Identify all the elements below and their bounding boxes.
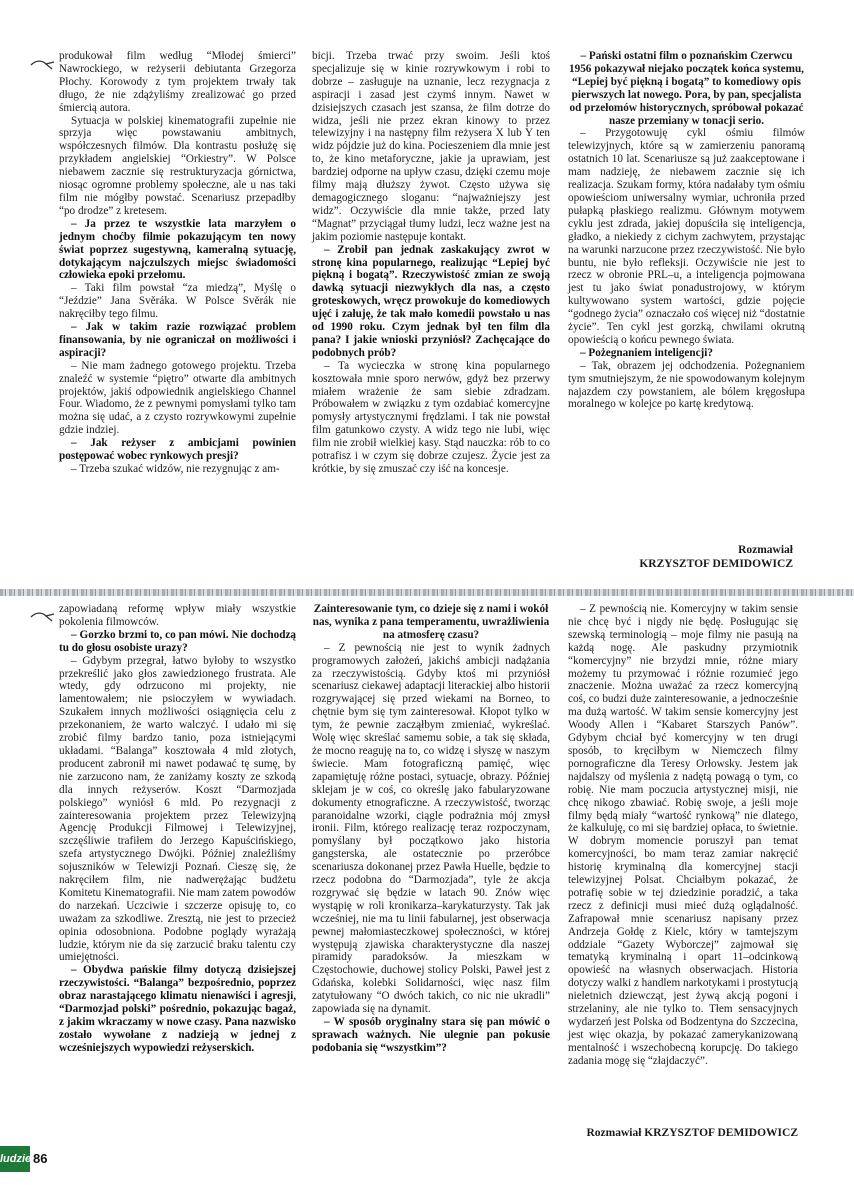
interview-question: – Pański ostatni film o poznańskim Czerwcu 1956 pokazywał niejako początek końca systemu, “Lepiej być piękną i bogatą” to komediowy opis pierwszych lat nowego. Pora, by pan, specjalista od przełomów historycznych, spróbował pokazać nasze przemiany w tonacji serio. xyxy=(569,50,804,127)
paragraph: – Z pewnością nie jest to wynik żadnych programowych założeń, jakichś ambicji nadążania za rzeczywistością. Gdyby ktoś mi przyniósł scenariusz ciekawej adaptacji literackiej albo historii rozgrywającej się przed wiekami na Borneo, to chętnie bym się tym zainteresował. Kłopot tylko w tym, że pewnie zacząłbym zmieniać, wykreślać. Wolę więc skreślać samemu sobie, a tak się składa, że mocno reaguję na to, co widzę i słyszę w naszym świecie. Mam fotograficzną pamięć, więc zapamiętuję różne postaci, sytuacje, obrazy. Później sklejam je w coś, co określę jako fabularyzowane dokumenty etnograficzne. A rzeczywistość, tworząc paranoidalne wzorki, ciągle podrażnia mój zmysł ironii. Film, którego realizację teraz rozpoczynam, pomyślany był początkowo jako historia gangsterska, ale ostatecznie po przeróbce scenariusza dokonanej przez Pawła Huelle, będzie to rzecz podobna do “Darmozjada”, tyle że akcja rozgrywać się będzie w latach 90. Znów więc wystąpię w roli kronikarza–karykaturzysty. Tak jak wcześniej, nie ma tu linii fabularnej, jest obserwacja pewnej małomiasteczkowej społeczności, w której występują zjawiska charakterystyczne dla naszej piramidy paradoksów. Ja mieszkam w Częstochowie, duchowej stolicy Polski, Paweł jest z Gdańska, kolebki Solidarności, więc nasz film zatytułowany “O dwóch takich, co nic nie ukradli” zapowiada się na dynamit. xyxy=(312,641,550,1016)
paragraph: – Z pewnością nie. Komercyjny w takim sensie nie chcę być i nigdy nie będę. Posługując się szewską terminologią – moje filmy nie pasują na każdą nogę. Ale paskudny przymiotnik “komercyjny” nie brzydzi mnie, różne miary możemy tu przymować i różnie rozumieć jego znaczenie. Można uważać za rzecz komercyjną coś, co budzi duże zainteresowanie, a jednocześnie ma dużą wartość. W takim sensie komercyjny jest Woody Allen i “Kabaret Starszych Panów”. Gdybym chciał być komercyjny w ten drugi sposób, to kręciłbym w Niemczech filmy pornograficzne dla Teresy Orłowsky. Jestem jak najdalszy od myślenia z nadętą powagą o tym, co robię. Nie mam poczucia artystycznej misji, nie chcę nikogo zbawiać. Robię swoje, a jeśli moje filmy będą miały “wartość rynkową” nie dlatego, że kalkuluję, co mi się bardziej opłaca, to świetnie. W dobrym momencie poruszył pan temat komercyjności, bo mam teraz zamiar nakręcić historię kryminalną dla komercyjnej stacji telewizyjnej Polsat. Chciałbym pokazać, że potrafię sobie w tej dziedzinie poradzić, a taka rzecz z definicji musi mieć dużą oglądalność. Zafrapował mnie scenariusz napisany przez Andrzeja Gołdę z Kielc, który w tamtejszym oddziale “Gazety Wyborczej” zajmował się tematyką kryminalną i opart 11–odcinkową opowieść na własnych obserwacjach. Historia dotyczy walki z handlem narkotykami i prostytucją nieletnich dziewcząt, jest żywą akcją pogoni i strzelaniny, ale nie tylko to. Tłem sensacyjnych wydarzeń jest Polska od Bodzentyna do Szczecina, jest więc okazja, by pokazać zamerykanizowaną mentalność i wszechobecną korupcję. Do takiego zadania mogę się “złajdaczyć”. xyxy=(568,603,798,1067)
interview-question: – Pożegnaniem inteligencji? xyxy=(580,346,713,359)
paragraph: – Przygotowuję cykl ośmiu filmów telewizyjnych, które są w zamierzeniu panoramą ostatnich 10 lat. Scenariusze są już zaakceptowane i mam nadzieję, że niebawem zacznie się ich realizacja. Szukam formy, która nadałaby tym ośmiu opowieściom uniwersalny wymiar, uchroniła przed pułapką płaskiego realizmu. Głównym motywem cyklu jest zdrada, jakiej dopuściła się inteligencja, gładko, a niekiedy z cichym zachwytem, przystając na warunki narzucone przez rzeczywistość. Nie było buntu, nie było refleksji. Oczywiście nie jest to rzecz w obronie PRL–u, a inteligencja pojmowana jest tu jako świat ponadustrojowy, w którym kultywowano system wartości, gdzie pojęcie “godnego życia” oznaczało coś więcej niż “dostatnie życie”. Ten cykl jest gorzką, chwilami okrutną opowieścią o końcu pewnego świata. xyxy=(568,127,805,346)
paragraph: Sytuacja w polskiej kinematografii zupełnie nie sprzyja więc powstawaniu ambitnych, współczesnych filmów. Dla kontrastu posłużę się przykładem angielskiej “Orkiestry”. W Polsce niebawem zacznie się restrukturyzacja górnictwa, niosąc ogromne problemy społeczne, ale u nas taki film nie mógłby powstać. Scenariusz przepadłby “po drodze” z kretesem. xyxy=(59,114,296,217)
article-bottom-column-3 xyxy=(568,603,798,1068)
page-number: 86 xyxy=(33,1151,48,1166)
interview-question: – W sposób oryginalny stara się pan mówić o sprawach ważnych. Nie ulegnie pan pokusie podobania się “wszystkim”? xyxy=(312,1016,550,1054)
signature-label: Rozmawiał xyxy=(738,544,793,556)
paragraph: zapowiadaną reformę wpływ miały wszystkie pokolenia filmowców. xyxy=(59,603,296,628)
paragraph: – Tak, obrazem jej odchodzenia. Pożegnaniem tym smutniejszym, że nie spowodowanym kolejnym najazdem czy powstaniem, ale bólem kręgosłupa moralnego w kolejce po kartę kredytową. xyxy=(568,359,805,411)
paragraph: – Ta wycieczka w stronę kina popularnego kosztowała mnie sporo nerwów, gdyż bez przerwy miałem wrażenie że sam siebie zdradzam. Próbowałem w związku z tym ozdabiać komercyjne pomysły artystycznymi frędzlami. I tak nie powstał film gatunkowo czysty. A widz tego nie lubi, więc film nie zrobił wielkiej kasy. Stąd nauczka: rób to co potrafisz i w czym się dobrze czujesz. Życie jest za krótkie, by się zmuszać czy iść na koncesje. xyxy=(312,359,550,475)
paragraph: bicji. Trzeba trwać przy swoim. Jeśli ktoś specjalizuje się w kinie rozrywkowym i robi to dobrze – zasługuje na uznanie, lecz rezygnacja z aspiracji i zasad jest czymś innym. Nawet w dzisiejszych czasach jest szansa, że film dotrze do widza, jeśli nie przez ekran kinowy to przez telewizyjny i na następny film reżysera X lub Y ten widz pójdzie już do kina. Pocieszeniem dla mnie jest to, że kino metaforyczne, jakie ja uprawiam, jest bardziej odporne na upływ czasu, dzięki czemu moje filmy mają dłuższy żywot. Często używa się demagogicznego sloganu: “najważniejszy jest widz”. Oczywiście dla mnie także, przed laty “Magnat” przyciągał tłumy ludzi, lecz ważne jest na jakim poziomie następuje kontakt. xyxy=(312,50,550,243)
interview-question: – Gorzko brzmi to, co pan mówi. Nie dochodzą tu do głosu osobiste urazy? xyxy=(59,628,296,654)
paragraph: – Trzeba szukać widzów, nie rezygnując z am- xyxy=(71,463,280,475)
bottom-signature: Rozmawiał KRZYSZTOF DEMIDOWICZ xyxy=(586,1127,798,1139)
paragraph: – Gdybym przegrał, łatwo byłoby to wszystko przekreślić jako głos zawiedzionego frustrata. Ale wtedy, gdy odrzucono mi projekty, nie lamentowałem; nie psioczyłem w wywiadach. Szukałem innych możliwości osiągnięcia celu z przekonaniem, że warto walczyć. I udało mi się zrobić filmy bardzo tanio, poza istniejącymi układami. “Balanga” kosztowała 4 mld złotych, producent zabronił mi nawet podawać tę sumę, by nie zarzucono nam, że zaniżamy koszty ze szkodą dla innych reżyserów. Koszt “Darmozjada polskiego” wyniósł 6 mld. Po rezygnacji z zainteresowania projektem przez Telewizyjną Agencję Produkcji Filmowej i Telewizyjnej, szczęśliwie trafiłem do Jerzego Kapuścińskiego, szefa artystycznego Dwójki. Później znaleźliśmy sojuszników w Telewizji Poznań. Cieszę się, że nakręciłem film, nie nadwerężając budżetu Komitetu Kinematografii. Nie mam zatem powodów do narzekań. Uczciwie i szczerze opisuję to, co uważam za szkodliwe. Zresztą, nie jest to przecież opinia odosobniona. Podobne poglądy wyrażają ludzie, którym nie da się zarzucić braku talentu czy umiejętności. xyxy=(59,654,296,964)
paragraph: – Taki film powstał “za miedzą”, Myślę o “Jeździe” Jana Svěráka. W Polsce Svěrák nie nakręciłby tego filmu. xyxy=(59,282,296,321)
article-bottom-column-1 xyxy=(59,603,296,1055)
continuation-arrow-icon xyxy=(30,609,56,623)
interview-question: Zainteresowanie tym, co dzieje się z nami i wokół nas, wynika z pana temperamentu, uwrażliwienia na atmosferę czasu? xyxy=(312,603,550,641)
paragraph: produkował film według “Młodej śmierci” Nawrockiego, w reżyserii debiutanta Grzegorza Płochy. Korowody z tym projektem trwały tak długo, że nie zdążyliśmy zrealizować go przed śmiercią autora. xyxy=(59,50,296,114)
article-bottom-column-2 xyxy=(312,603,550,1055)
paragraph: – Nie mam żadnego gotowego projektu. Trzeba znaleźć w systemie “piętro” otwarte dla ambitnych projektów, jakiś odpowiednik angielskiego Channel Four. Wiadomo, że z pewnymi pomysłami tylko tam można się udać, a z czysto rozrywkowymi zupełnie gdzie indziej. xyxy=(59,359,296,437)
interview-question: – Jak w takim razie rozwiązać problem finansowania, by nie ograniczał on możliwości i aspiracji? xyxy=(59,321,296,359)
continuation-arrow-icon xyxy=(30,57,56,71)
interview-question: – Zrobił pan jednak zaskakujący zwrot w stronę kina popularnego, realizując “Lepiej być piękną i bogatą”. Rzeczywistość zmian ze swoją dawką sytuacji niezwykłych dla nas, a często groteskowych, wręcz prowokuje do komediowych ujęć i załuję, że tak mało komedii powstało u nas od 1990 roku. Czym jednak był ten film dla pana? I jakie wnioski przyniósł? Zachęcające do podobnych prób? xyxy=(312,243,550,359)
signature-author: KRZYSZTOF DEMIDOWICZ xyxy=(639,558,793,570)
magazine-section-tag: ludzie xyxy=(0,1146,30,1172)
article-top-column-3 xyxy=(568,50,805,411)
article-top-column-2 xyxy=(312,50,550,476)
top-signature xyxy=(568,543,793,571)
section-divider xyxy=(0,589,854,596)
interview-question: – Jak reżyser z ambicjami powinien postępować wobec rynkowych presji? xyxy=(59,437,296,463)
interview-question: – Ja przez te wszystkie lata marzyłem o jednym choćby filmie pokazującym ten nowy świat poprzez sugestywną, kameralną sytuację, dotykającym najczulszych miejsc świadomości człowieka epoki przełomu. xyxy=(59,217,296,282)
article-top-column-1 xyxy=(59,50,296,476)
interview-question: – Obydwa pańskie filmy dotyczą dzisiejszej rzeczywistości. “Balanga” bezpośrednio, poprzez obraz narastającego klimatu nienawiści i agresji, “Darmozjad polski” pośrednio, pokazując bagaż, z jakim wkraczamy w nowe czasy. Pana nazwisko zostało wywołane z nadzieją w jednej z wcześniejszych wypowiedzi reżyserskich. xyxy=(59,964,296,1054)
